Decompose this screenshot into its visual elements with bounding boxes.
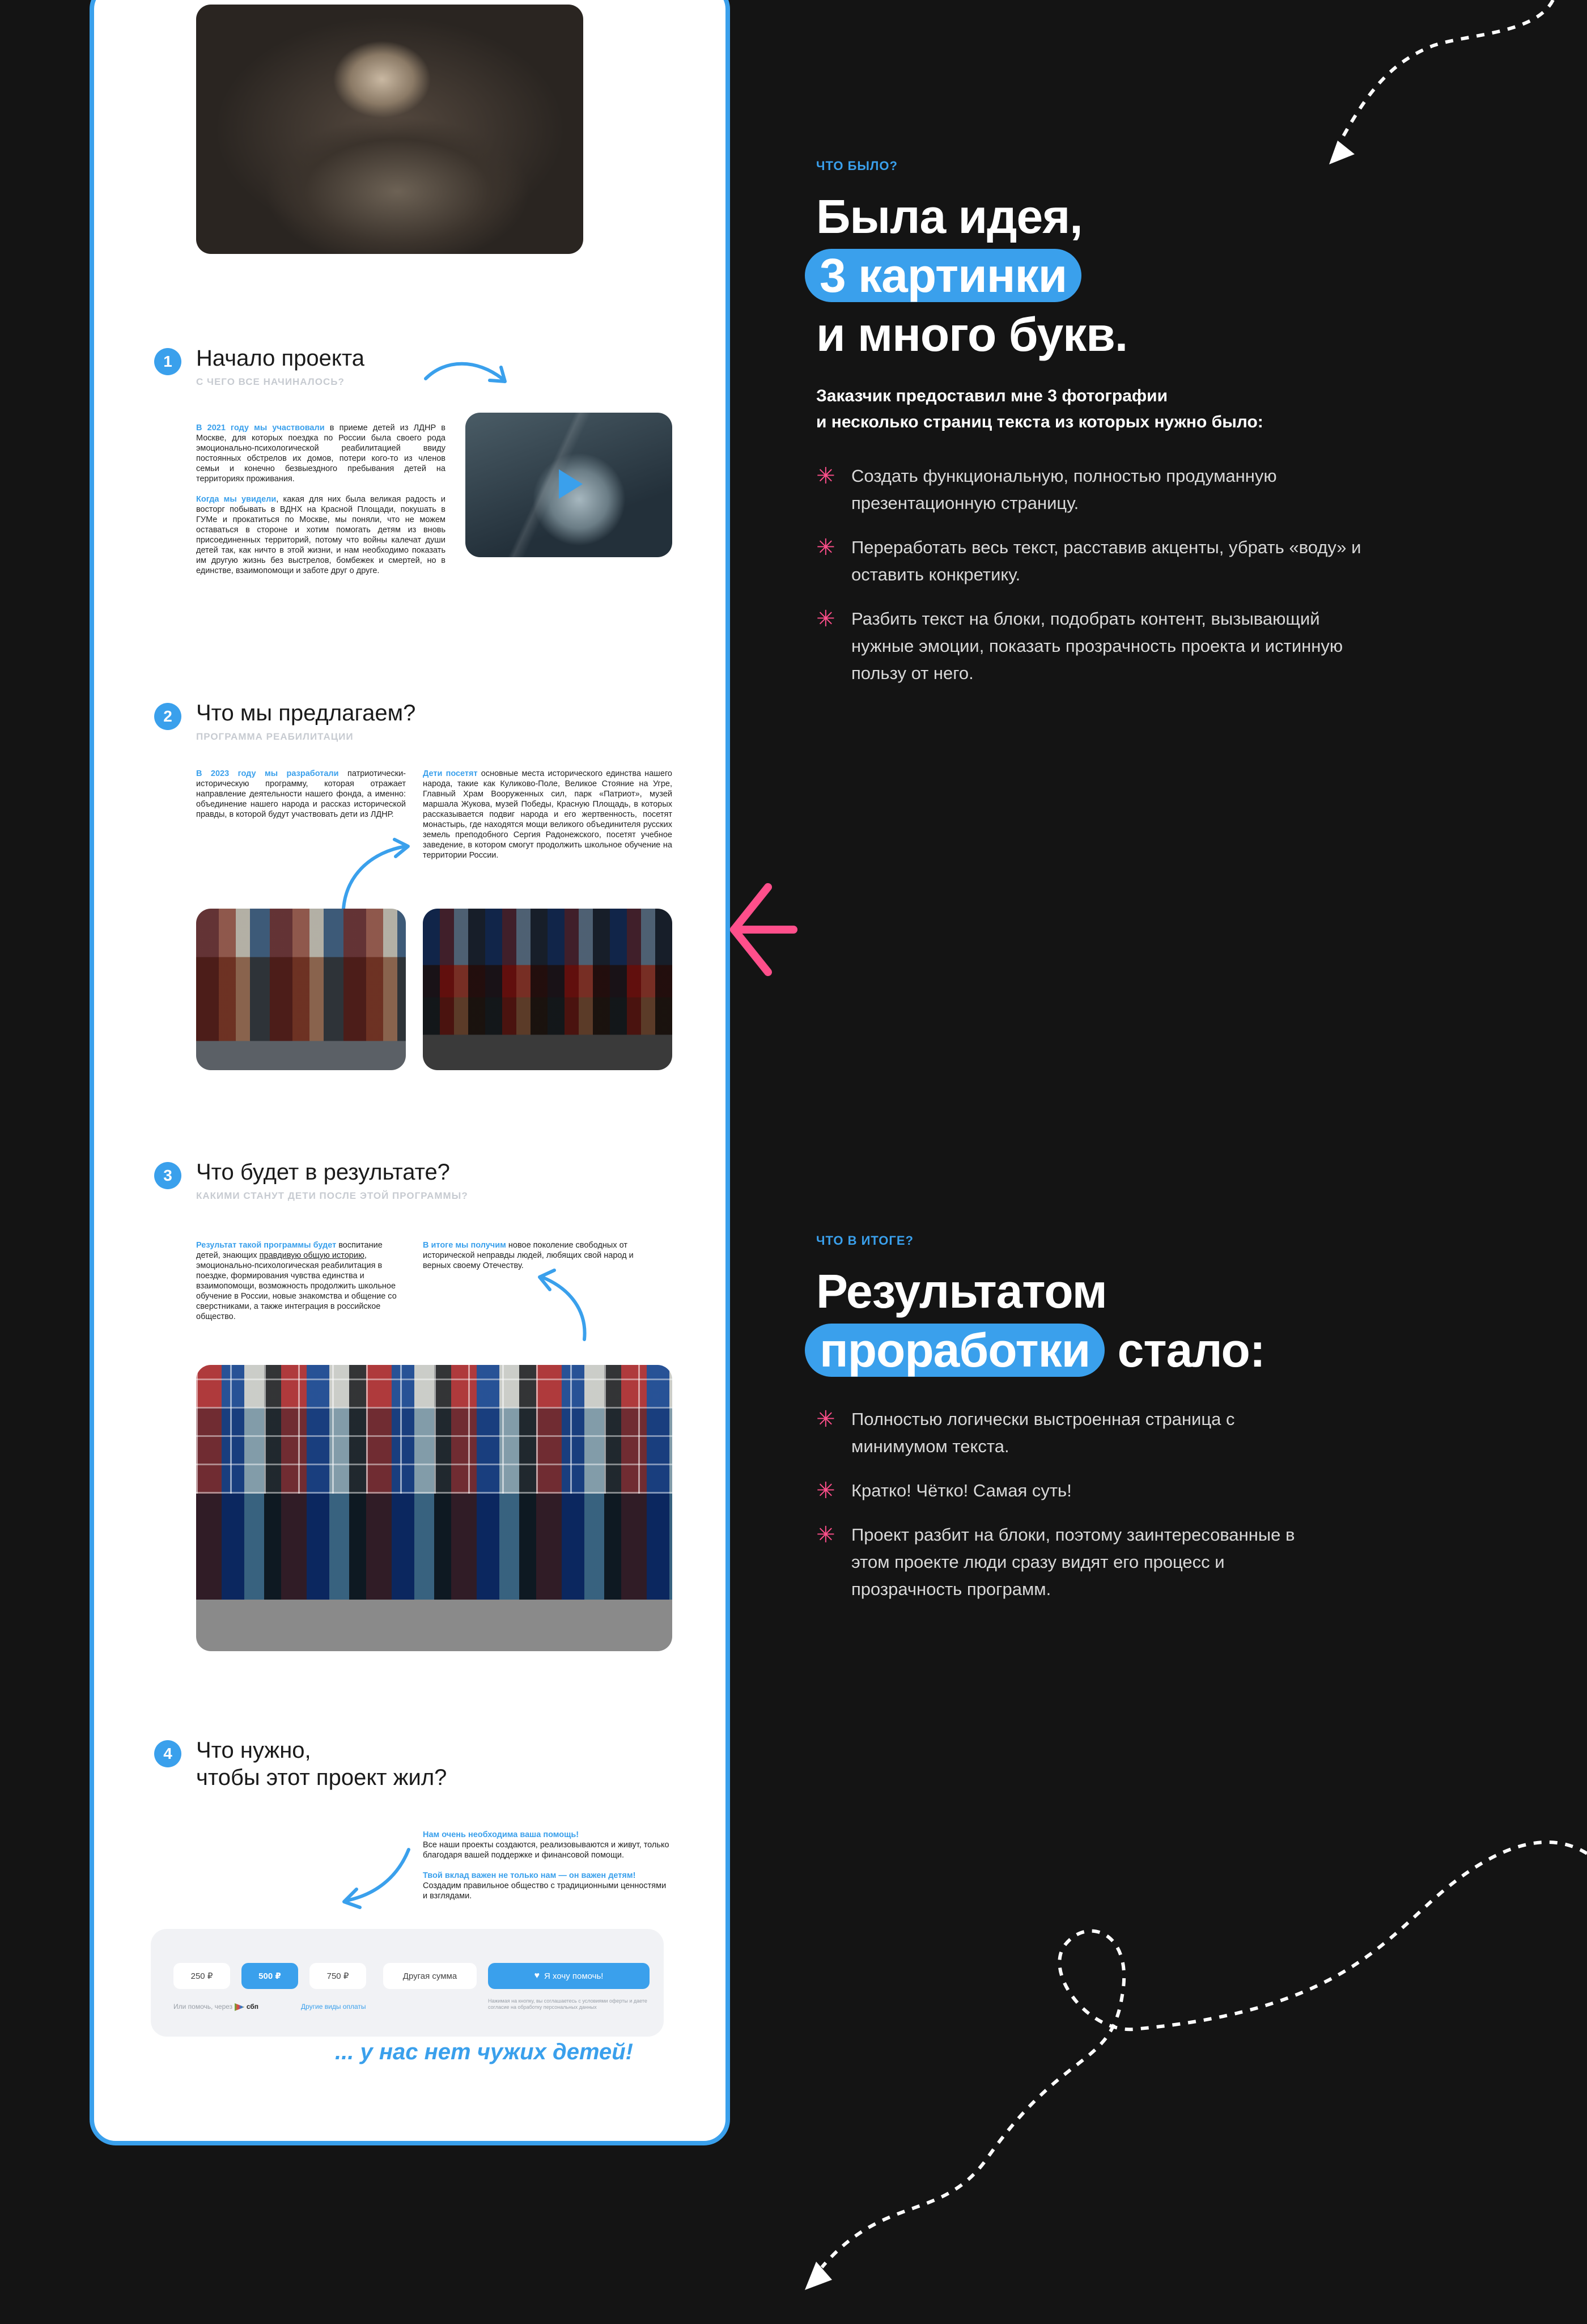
- section-2-title: Что мы предлагаем?: [196, 701, 416, 726]
- amount-500-button[interactable]: 500 ₽: [241, 1963, 298, 1989]
- heart-icon: ♥: [534, 1971, 540, 1981]
- list-item: ✳ Проект разбит на блоки, поэтому заинтересованные в этом проекте люди сразу видят его процесс и прозрачность программ.: [816, 1523, 1295, 1599]
- dotted-path-top-icon: [1219, 0, 1559, 193]
- block2-heading: Результатом проработки стало:: [805, 1262, 1265, 1380]
- sbp-icon: [235, 2003, 245, 2011]
- star-icon: ✳: [816, 1523, 835, 1547]
- pay-via-label: Или помочь, через сбп: [173, 2003, 259, 2011]
- donation-form: [151, 1929, 664, 2037]
- block2-bullet-list: [816, 1406, 1326, 1620]
- curved-arrow-icon: [332, 835, 417, 914]
- section-4-text: Нам очень необходима ваша помощь! Все наши проекты создаются, реализовываются и живут, только благодаря вашей поддержке и финансовой помощи. Твой вклад важен не только нам — он важен детям! Создадим правильное общество с традиционными ценностями и взглядами.: [423, 1830, 669, 1901]
- section-2-number: 2: [154, 703, 181, 730]
- section-3-title: Что будет в результате?: [196, 1160, 450, 1185]
- star-icon: ✳: [816, 1407, 835, 1432]
- child-war-photo: [196, 5, 583, 254]
- curved-arrow-icon: [531, 1266, 599, 1345]
- block2-label: ЧТО В ИТОГЕ?: [816, 1233, 914, 1248]
- block1-label: ЧТО БЫЛО?: [816, 159, 898, 173]
- section-3-text-left: Результат такой программы будет воспитание детей, знающих правдивую общую историю, эмоционально-психологическая реабилитация в поездке, формирования чувства единства и взаимопомощи, возможность продолжить школьное обучение в России, новые знакомства и общение со сверстниками, а также интеграция в российское общество.: [196, 1241, 397, 1321]
- offer-note: Нажимая на кнопку, вы соглашаетесь с условиями оферты и даете согласие на обработку персональных данных: [488, 1998, 647, 2010]
- section-4-number: 4: [154, 1740, 181, 1767]
- other-amount-input[interactable]: Другая сумма: [383, 1963, 477, 1989]
- section-3-subtitle: КАКИМИ СТАНУТ ДЕТИ ПОСЛЕ ЭТОЙ ПРОГРАММЫ?: [196, 1190, 468, 1201]
- list-item: ✳ Переработать весь текст, расставив акценты, убрать «воду» и оставить конкретику.: [816, 535, 1361, 584]
- help-button[interactable]: ♥ Я хочу помочь!: [488, 1963, 650, 1989]
- amount-750-button[interactable]: 750 ₽: [309, 1963, 366, 1989]
- list-item: ✳ Полностью логически выстроенная страница с минимумом текста.: [816, 1407, 1235, 1456]
- pink-asterisk-icon: [728, 876, 802, 983]
- section-3-text-right: В итоге мы получим новое поколение свободных от исторической неправды людей, любящих свой народ и верных своему Отечеству.: [423, 1241, 634, 1270]
- group-photo-red-square: [423, 909, 672, 1070]
- star-icon: ✳: [816, 464, 835, 489]
- section-1-subtitle: С ЧЕГО ВСЕ НАЧИНАЛОСЬ?: [196, 376, 345, 387]
- curved-arrow-icon: [335, 1844, 414, 1912]
- heading-pill: проработки: [805, 1324, 1105, 1377]
- amount-250-button[interactable]: 250 ₽: [173, 1963, 230, 1989]
- list-item: ✳ Создать функциональную, полностью продуманную презентационную страницу.: [816, 464, 1277, 513]
- star-icon: ✳: [816, 1478, 835, 1503]
- star-icon: ✳: [816, 535, 835, 560]
- stadium-roof: [196, 1365, 672, 1494]
- section-1-number: 1: [154, 348, 181, 375]
- section-2-text-right: Дети посетят основные места исторического единства нашего народа, такие как Куликово-Поле, Великое Стояние на Угре, Главный Храм Вооруженных сил, парк «Патриот», музей маршала Жукова, музей Победы, Красную Площадь, в которых рассказывается подвиг народа и его жертвенность, посетят монастырь, где находятся мощи великого объединителя русских земель преподобного Сергия Радонежского, посетят учебное заведение, в котором смогут продолжить школьное обучение на территории России.: [423, 769, 672, 860]
- block1-lead: Заказчик предоставил мне 3 фотографии и несколько страниц текста из которых нужно было:: [816, 387, 1263, 431]
- list-item: ✳ Разбить текст на блоки, подобрать контент, вызывающий нужные эмоции, показать прозрачность проекта и истинную пользу от него.: [816, 607, 1343, 683]
- section-2-subtitle: ПРОГРАММА РЕАБИЛИТАЦИИ: [196, 731, 354, 742]
- section-4-title: Что нужно, чтобы этот проект жил?: [196, 1738, 447, 1790]
- group-photo-stadium: [196, 1365, 672, 1651]
- video-thumbnail[interactable]: [465, 413, 672, 557]
- group-photo-street: [196, 909, 406, 1070]
- curved-arrow-icon: [423, 353, 514, 393]
- other-payment-link[interactable]: Другие виды оплаты: [301, 2003, 366, 2011]
- play-icon[interactable]: [559, 469, 583, 499]
- section-1-text: В 2021 году мы участвовали в приеме детей из ЛДНР в Москве, для которых поездка по России была своего рода эмоционально-психологической реабилитацией ввиду постоянных обстрелов их домов, потери кого-то из членов семьи и конечно безвыездного пребывания детей на территориях проживания. Когда мы увидели, какая для них была великая радость и восторг побывать в ВДНХ на Красной Площади, покушать в ГУМе и прокатиться по Москве, мы поняли, что не можем оставаться в стороне и хотим помогать детям из вновь присоединенных территорий, потому что войны калечат души детей так, как ничто в этой жизни, и нам необходимо показать им другую жизнь без выстрелов, бомбежек и смертей, но в единстве, взаимопомощи и заботе друг о друге.: [196, 423, 445, 575]
- slogan: ... у нас нет чужих детей!: [335, 2039, 633, 2064]
- section-1-title: Начало проекта: [196, 346, 364, 371]
- block1-bullet-list: [816, 463, 1383, 704]
- star-icon: ✳: [816, 607, 835, 631]
- section-3-number: 3: [154, 1162, 181, 1189]
- list-item: ✳ Кратко! Чётко! Самая суть!: [816, 1478, 1072, 1503]
- heading-pill: 3 картинки: [805, 249, 1081, 302]
- section-2-text-left: В 2023 году мы разработали патриотически-историческую программу, которая отражает направление деятельности нашего фонда, а именно: объединение нашего народа и рассказ исторической правды, в которой будут участвовать дети из ЛДНР.: [196, 769, 406, 819]
- block1-heading: Была идея, 3 картинки и много букв.: [805, 187, 1127, 364]
- dotted-path-bottom-icon: [771, 1831, 1587, 2324]
- page-mockup: [90, 0, 730, 2145]
